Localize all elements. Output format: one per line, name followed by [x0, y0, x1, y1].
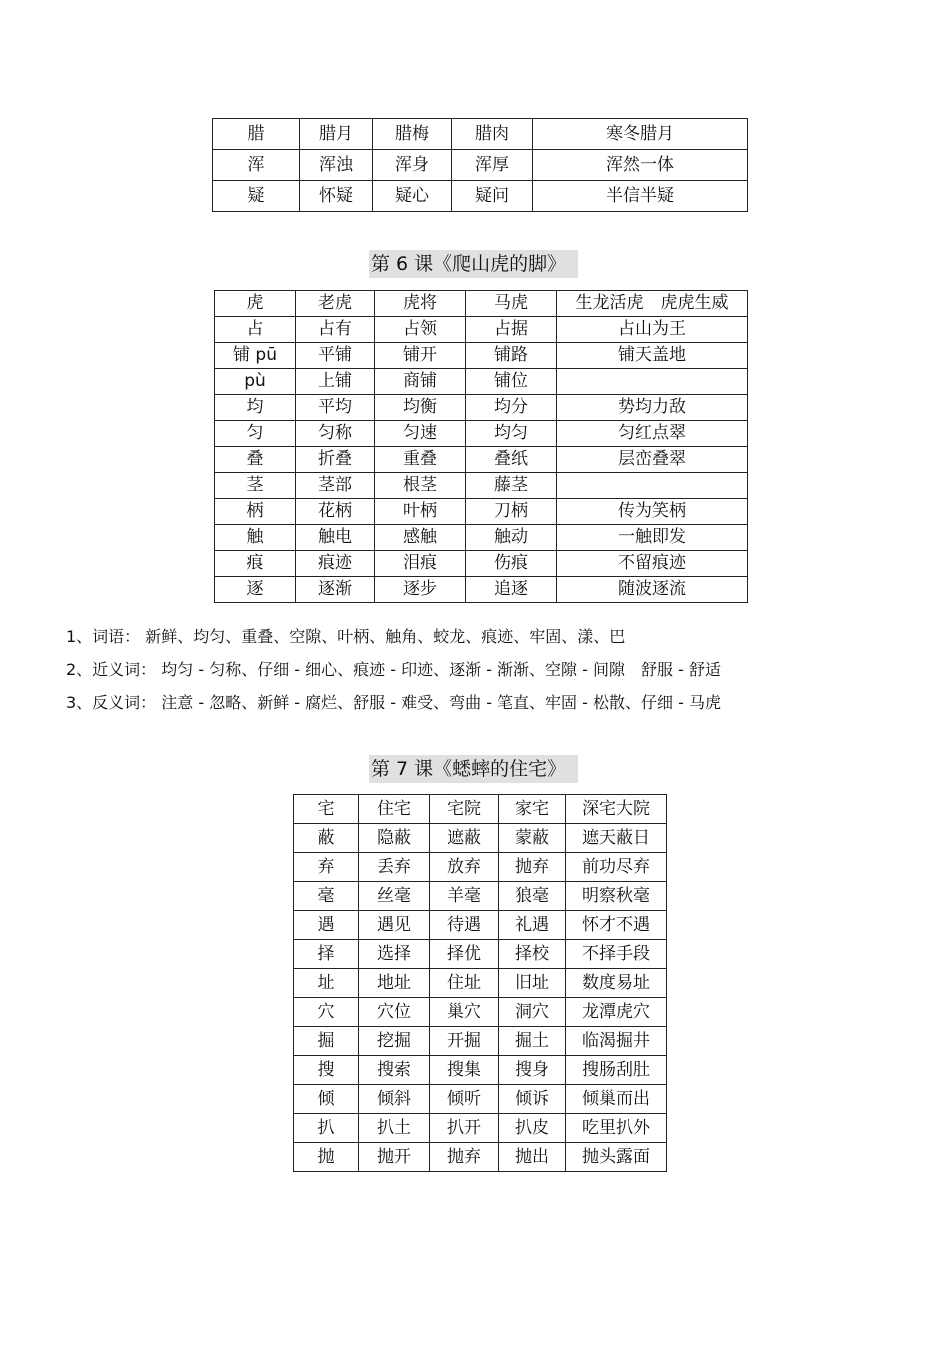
idiom-cell: 数度易址	[566, 969, 667, 998]
character-cell: 浑	[213, 150, 300, 181]
table-row	[294, 1027, 667, 1056]
word-cell: 占据	[466, 317, 557, 343]
word-cell: 触动	[466, 525, 557, 551]
word-cell: 倾听	[430, 1085, 499, 1114]
word-cell: 触电	[296, 525, 375, 551]
word-table-body	[215, 291, 748, 603]
word-cell: 疑心	[373, 181, 452, 212]
table-row	[294, 824, 667, 853]
word-cell: 重叠	[375, 447, 466, 473]
word-cell: 宅院	[430, 795, 499, 824]
table-row	[294, 969, 667, 998]
character-cell: 宅	[294, 795, 359, 824]
word-cell: 浑厚	[452, 150, 533, 181]
character-cell: 均	[215, 395, 296, 421]
word-cell: 丢弃	[359, 853, 430, 882]
table-row	[215, 577, 748, 603]
table-row	[215, 473, 748, 499]
character-cell: 址	[294, 969, 359, 998]
word-cell: 刀柄	[466, 499, 557, 525]
word-cell: 铺开	[375, 343, 466, 369]
word-cell: 逐渐	[296, 577, 375, 603]
character-cell: 逐	[215, 577, 296, 603]
word-cell: 浑身	[373, 150, 452, 181]
word-cell: 放弃	[430, 853, 499, 882]
lesson6-note-synonyms: 2、近义词： 均匀 - 匀称、仔细 - 细心、痕迹 - 印迹、逐渐 - 渐渐、空隙 - 间隙 舒服 - 舒适	[66, 660, 721, 679]
word-cell: 抛出	[499, 1143, 566, 1172]
table-row	[294, 1085, 667, 1114]
word-cell: 抛弃	[499, 853, 566, 882]
word-cell: 老虎	[296, 291, 375, 317]
idiom-cell: 抛头露面	[566, 1143, 667, 1172]
word-cell: 占领	[375, 317, 466, 343]
table-row	[215, 447, 748, 473]
word-cell: 叶柄	[375, 499, 466, 525]
word-cell: 开掘	[430, 1027, 499, 1056]
word-cell: 地址	[359, 969, 430, 998]
idiom-cell: 传为笑柄	[557, 499, 748, 525]
character-cell: 抛	[294, 1143, 359, 1172]
idiom-cell: 占山为王	[557, 317, 748, 343]
table-row	[215, 291, 748, 317]
character-cell: 弃	[294, 853, 359, 882]
idiom-cell: 随波逐流	[557, 577, 748, 603]
word-cell: 掘土	[499, 1027, 566, 1056]
word-cell: 马虎	[466, 291, 557, 317]
idiom-cell: 明察秋毫	[566, 882, 667, 911]
table-row	[213, 119, 748, 150]
word-cell: 茎部	[296, 473, 375, 499]
word-cell: 铺位	[466, 369, 557, 395]
word-cell: 腊月	[300, 119, 373, 150]
character-cell: 疑	[213, 181, 300, 212]
character-cell: 扒	[294, 1114, 359, 1143]
idiom-cell: 层峦叠翠	[557, 447, 748, 473]
word-cell: 均衡	[375, 395, 466, 421]
table-row	[213, 150, 748, 181]
word-cell: 丝毫	[359, 882, 430, 911]
character-cell: 倾	[294, 1085, 359, 1114]
word-cell: 扒开	[430, 1114, 499, 1143]
idiom-cell	[557, 369, 748, 395]
word-cell: 虎将	[375, 291, 466, 317]
idiom-cell: 怀才不遇	[566, 911, 667, 940]
word-table-lesson6	[214, 290, 748, 603]
table-row	[215, 499, 748, 525]
word-table-body	[294, 795, 667, 1172]
word-cell: 根茎	[375, 473, 466, 499]
character-cell: 择	[294, 940, 359, 969]
idiom-cell: 前功尽弃	[566, 853, 667, 882]
idiom-cell: 铺天盖地	[557, 343, 748, 369]
word-cell: 搜集	[430, 1056, 499, 1085]
idiom-cell: 寒冬腊月	[533, 119, 748, 150]
word-cell: 住址	[430, 969, 499, 998]
idiom-cell: 不留痕迹	[557, 551, 748, 577]
word-cell: 逐步	[375, 577, 466, 603]
character-cell: 搜	[294, 1056, 359, 1085]
word-cell: 穴位	[359, 998, 430, 1027]
word-cell: 蒙蔽	[499, 824, 566, 853]
word-cell: 铺路	[466, 343, 557, 369]
character-cell: 触	[215, 525, 296, 551]
idiom-cell: 倾巢而出	[566, 1085, 667, 1114]
word-cell: 疑问	[452, 181, 533, 212]
word-cell: 扒土	[359, 1114, 430, 1143]
idiom-cell: 吃里扒外	[566, 1114, 667, 1143]
word-table-lesson5	[212, 118, 748, 212]
word-cell: 倾诉	[499, 1085, 566, 1114]
table-row	[294, 1114, 667, 1143]
lesson7-title: 第 7 课《蟋蟀的住宅》	[369, 755, 578, 783]
lesson6-note-vocabulary: 1、词语： 新鲜、均匀、重叠、空隙、叶柄、触角、蛟龙、痕迹、牢固、漾、巴	[66, 627, 626, 646]
character-cell: 茎	[215, 473, 296, 499]
word-cell: 腊梅	[373, 119, 452, 150]
word-cell: 伤痕	[466, 551, 557, 577]
word-cell: 浑浊	[300, 150, 373, 181]
idiom-cell: 龙潭虎穴	[566, 998, 667, 1027]
table-row	[215, 369, 748, 395]
word-cell: 遮蔽	[430, 824, 499, 853]
word-cell: 搜身	[499, 1056, 566, 1085]
word-cell: 平铺	[296, 343, 375, 369]
word-cell: 待遇	[430, 911, 499, 940]
word-cell: 抛开	[359, 1143, 430, 1172]
character-cell: pù	[215, 369, 296, 395]
character-cell: 穴	[294, 998, 359, 1027]
idiom-cell: 势均力敌	[557, 395, 748, 421]
idiom-cell: 不择手段	[566, 940, 667, 969]
word-cell: 倾斜	[359, 1085, 430, 1114]
character-cell: 占	[215, 317, 296, 343]
word-table-body	[213, 119, 748, 212]
table-row	[294, 1056, 667, 1085]
table-row	[215, 343, 748, 369]
character-cell: 腊	[213, 119, 300, 150]
word-cell: 洞穴	[499, 998, 566, 1027]
idiom-cell: 一触即发	[557, 525, 748, 551]
word-cell: 家宅	[499, 795, 566, 824]
word-cell: 匀速	[375, 421, 466, 447]
word-cell: 平均	[296, 395, 375, 421]
word-table-lesson7	[293, 794, 667, 1172]
word-cell: 选择	[359, 940, 430, 969]
word-cell: 隐蔽	[359, 824, 430, 853]
word-cell: 择校	[499, 940, 566, 969]
word-cell: 花柄	[296, 499, 375, 525]
table-row	[294, 853, 667, 882]
word-cell: 巢穴	[430, 998, 499, 1027]
idiom-cell: 浑然一体	[533, 150, 748, 181]
table-row	[294, 882, 667, 911]
character-cell: 匀	[215, 421, 296, 447]
character-cell: 痕	[215, 551, 296, 577]
character-cell: 遇	[294, 911, 359, 940]
word-cell: 住宅	[359, 795, 430, 824]
table-row	[294, 911, 667, 940]
idiom-cell: 临渴掘井	[566, 1027, 667, 1056]
idiom-cell: 搜肠刮肚	[566, 1056, 667, 1085]
lesson6-title: 第 6 课《爬山虎的脚》	[369, 250, 578, 278]
word-cell: 旧址	[499, 969, 566, 998]
table-row	[215, 395, 748, 421]
word-cell: 均分	[466, 395, 557, 421]
table-row	[294, 1143, 667, 1172]
word-cell: 折叠	[296, 447, 375, 473]
table-row	[215, 551, 748, 577]
word-cell: 泪痕	[375, 551, 466, 577]
idiom-cell: 遮天蔽日	[566, 824, 667, 853]
idiom-cell	[557, 473, 748, 499]
character-cell: 掘	[294, 1027, 359, 1056]
word-cell: 叠纸	[466, 447, 557, 473]
character-cell: 毫	[294, 882, 359, 911]
table-row	[215, 317, 748, 343]
word-cell: 均匀	[466, 421, 557, 447]
table-row	[294, 940, 667, 969]
word-cell: 扒皮	[499, 1114, 566, 1143]
lesson6-note-antonyms: 3、反义词： 注意 - 忽略、新鲜 - 腐烂、舒服 - 难受、弯曲 - 笔直、牢固 - 松散、仔细 - 马虎	[66, 693, 721, 712]
word-cell: 腊肉	[452, 119, 533, 150]
character-cell: 蔽	[294, 824, 359, 853]
word-cell: 追逐	[466, 577, 557, 603]
word-cell: 礼遇	[499, 911, 566, 940]
word-cell: 上铺	[296, 369, 375, 395]
character-cell: 柄	[215, 499, 296, 525]
word-cell: 搜索	[359, 1056, 430, 1085]
table-row	[213, 181, 748, 212]
table-row	[294, 998, 667, 1027]
word-cell: 挖掘	[359, 1027, 430, 1056]
word-cell: 匀称	[296, 421, 375, 447]
word-cell: 占有	[296, 317, 375, 343]
table-row	[215, 525, 748, 551]
character-cell: 虎	[215, 291, 296, 317]
table-row	[294, 795, 667, 824]
word-cell: 抛弃	[430, 1143, 499, 1172]
character-cell: 铺 pū	[215, 343, 296, 369]
word-cell: 感触	[375, 525, 466, 551]
character-cell: 叠	[215, 447, 296, 473]
table-row	[215, 421, 748, 447]
word-cell: 遇见	[359, 911, 430, 940]
word-cell: 痕迹	[296, 551, 375, 577]
word-cell: 藤茎	[466, 473, 557, 499]
idiom-cell: 匀红点翠	[557, 421, 748, 447]
idiom-cell: 生龙活虎 虎虎生威	[557, 291, 748, 317]
idiom-cell: 半信半疑	[533, 181, 748, 212]
word-cell: 羊毫	[430, 882, 499, 911]
idiom-cell: 深宅大院	[566, 795, 667, 824]
word-cell: 狼毫	[499, 882, 566, 911]
word-cell: 择优	[430, 940, 499, 969]
word-cell: 商铺	[375, 369, 466, 395]
word-cell: 怀疑	[300, 181, 373, 212]
